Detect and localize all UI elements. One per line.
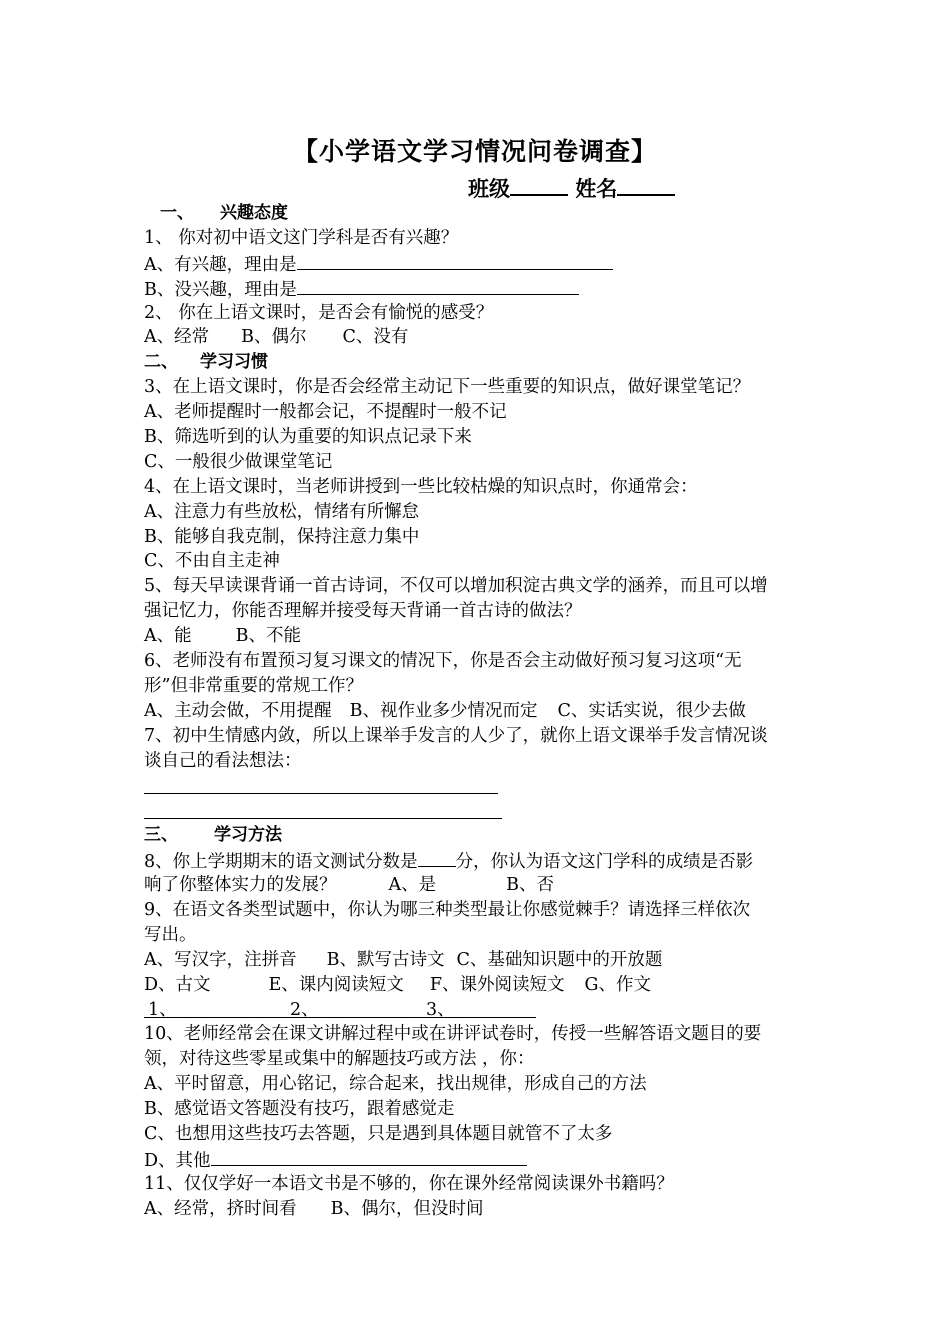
answer-blank[interactable] bbox=[297, 251, 613, 270]
q10-option-a[interactable]: A、平时留意，用心铭记，综合起来，找出规律，形成自己的方法 bbox=[144, 1074, 647, 1095]
name-label: 姓名 bbox=[575, 177, 618, 201]
answer-line[interactable] bbox=[144, 773, 814, 798]
q8-option-a[interactable]: A、是 bbox=[388, 875, 437, 896]
q10-option-d[interactable]: D、其他 bbox=[144, 1147, 814, 1172]
q3-option-b[interactable]: B、筛选听到的认为重要的知识点记录下来 bbox=[144, 427, 472, 448]
q3-option-c[interactable]: C、一般很少做课堂笔记 bbox=[144, 451, 333, 472]
q9-blank-1[interactable]: 1、 bbox=[148, 999, 177, 1020]
name-blank[interactable] bbox=[617, 174, 675, 196]
question-10-line-2: 领，对待这些零星或集中的解题技巧或方法 ，你： bbox=[144, 1049, 535, 1070]
q6-option-b[interactable]: B、视作业多少情况而定 bbox=[349, 700, 538, 721]
question-5-line-2: 强记忆力，你能否理解并接受每天背诵一首古诗的做法？ bbox=[144, 601, 582, 622]
q10-option-b[interactable]: B、感觉语文答题没有技巧，跟着感觉走 bbox=[144, 1099, 455, 1120]
q9-blank-2[interactable]: 2、 bbox=[290, 999, 319, 1020]
q2-option-c[interactable]: C、没有 bbox=[342, 327, 409, 348]
q5-options bbox=[144, 624, 814, 649]
question-2: 2、 你在上语文课时，是否会有愉悦的感受？ bbox=[144, 302, 494, 323]
q9-option-g[interactable]: G、作文 bbox=[584, 974, 651, 995]
question-6-line-1: 6、老师没有布置预习复习课文的情况下，你是否会主动做好预习复习这项“无 bbox=[144, 651, 742, 672]
q6-option-c[interactable]: C、实话实说，很少去做 bbox=[557, 700, 746, 721]
question-9-line-2: 写出。 bbox=[144, 924, 197, 945]
section-number: 三、 bbox=[144, 825, 178, 846]
question-11: 11、仅仅学好一本语文书是不够的，你在课外经常阅读课外书籍吗？ bbox=[144, 1173, 674, 1194]
page-title: 【小学语文学习情况问卷调查】 bbox=[292, 137, 657, 166]
section-heading-3 bbox=[144, 823, 814, 848]
section-title: 学习习惯 bbox=[200, 352, 268, 373]
question-5-line-1: 5、每天早读课背诵一首古诗词，不仅可以增加积淀古典文学的涵养，而且可以增 bbox=[144, 576, 768, 597]
question-6-line-2: 形”但非常重要的常规工作？ bbox=[144, 675, 363, 696]
section-title: 兴趣态度 bbox=[220, 203, 288, 223]
q1-option-b[interactable]: B、没兴趣，理由是 bbox=[144, 276, 814, 301]
q9-option-b[interactable]: B、默写古诗文 bbox=[326, 949, 445, 970]
q11-option-a[interactable]: A、经常，挤时间看 bbox=[144, 1198, 297, 1219]
q1-option-a[interactable]: A、有兴趣，理由是 bbox=[144, 251, 814, 276]
section-number: 一、 bbox=[160, 203, 194, 223]
question-10-line-1: 10、老师经常会在课文讲解过程中或在讲评试卷时，传授一些解答语文题目的要 bbox=[144, 1024, 762, 1045]
q9-option-c[interactable]: C、基础知识题中的开放题 bbox=[456, 949, 663, 970]
question-9-line-1: 9、在语文各类型试题中，你认为哪三种类型最让你感觉棘手？请选择三样依次 bbox=[144, 899, 751, 920]
answer-blank[interactable] bbox=[297, 276, 579, 295]
answer-line[interactable] bbox=[144, 1017, 536, 1018]
q9-options-row-1 bbox=[144, 948, 814, 973]
score-blank[interactable] bbox=[418, 848, 456, 867]
answer-blank[interactable] bbox=[211, 1147, 527, 1166]
q5-option-a[interactable]: A、能 bbox=[144, 626, 192, 647]
q11-options bbox=[144, 1197, 814, 1222]
q2-options bbox=[144, 325, 814, 350]
q5-option-b[interactable]: B、不能 bbox=[235, 626, 302, 647]
q9-blank-3[interactable]: 3、 bbox=[426, 999, 455, 1020]
q9-answer-blanks bbox=[144, 998, 814, 1023]
q8-option-b[interactable]: B、否 bbox=[506, 875, 555, 896]
question-1: 1、 你对初中语文这门学科是否有兴趣？ bbox=[144, 227, 459, 248]
q4-option-a[interactable]: A、注意力有些放松，情绪有所懈怠 bbox=[144, 501, 420, 522]
question-8-line-2: 响了你整体实力的发展？ A、是 B、否 bbox=[144, 875, 555, 896]
q2-option-b[interactable]: B、偶尔 bbox=[241, 327, 307, 348]
q4-option-b[interactable]: B、能够自我克制，保持注意力集中 bbox=[144, 526, 420, 547]
q9-option-d[interactable]: D、古文 bbox=[144, 974, 211, 995]
q3-option-a[interactable]: A、老师提醒时一般都会记，不提醒时一般不记 bbox=[144, 402, 507, 423]
class-name-header bbox=[468, 173, 675, 203]
questions bbox=[144, 201, 814, 1222]
answer-line[interactable] bbox=[144, 798, 814, 823]
q2-option-a[interactable]: A、经常 bbox=[144, 327, 210, 348]
section-number: 二、 bbox=[144, 352, 178, 373]
q9-option-a[interactable]: A、写汉字，注拼音 bbox=[144, 949, 297, 970]
question-4: 4、在上语文课时，当老师讲授到一些比较枯燥的知识点时，你通常会： bbox=[144, 476, 698, 497]
q11-option-b[interactable]: B、偶尔，但没时间 bbox=[330, 1198, 484, 1219]
question-8-line-1: 8、你上学期期末的语文测试分数是 分，你认为语文这门学科的成绩是否影 bbox=[144, 848, 814, 873]
q9-option-e[interactable]: E、课内阅读短文 bbox=[268, 974, 404, 995]
q10-option-c[interactable]: C、也想用这些技巧去答题，只是遇到具体题目就管不了太多 bbox=[144, 1123, 613, 1144]
q9-options-row-2 bbox=[144, 973, 814, 998]
class-label: 班级 bbox=[468, 177, 510, 201]
section-heading-1 bbox=[144, 201, 814, 226]
section-title: 学习方法 bbox=[214, 825, 282, 846]
section-heading-2 bbox=[144, 350, 814, 375]
question-7-line-2: 谈自己的看法想法： bbox=[144, 750, 302, 771]
q6-option-a[interactable]: A、主动会做，不用提醒 bbox=[144, 700, 332, 721]
q9-option-f[interactable]: F、课外阅读短文 bbox=[429, 974, 565, 995]
q6-options bbox=[144, 699, 814, 724]
question-3: 3、在上语文课时，你是否会经常主动记下一些重要的知识点，做好课堂笔记？ bbox=[144, 377, 751, 398]
q4-option-c[interactable]: C、不由自主走神 bbox=[144, 551, 280, 572]
class-blank[interactable] bbox=[510, 174, 568, 196]
question-7-line-1: 7、初中生情感内敛，所以上课举手发言的人少了，就你上语文课举手发言情况谈 bbox=[144, 725, 768, 746]
